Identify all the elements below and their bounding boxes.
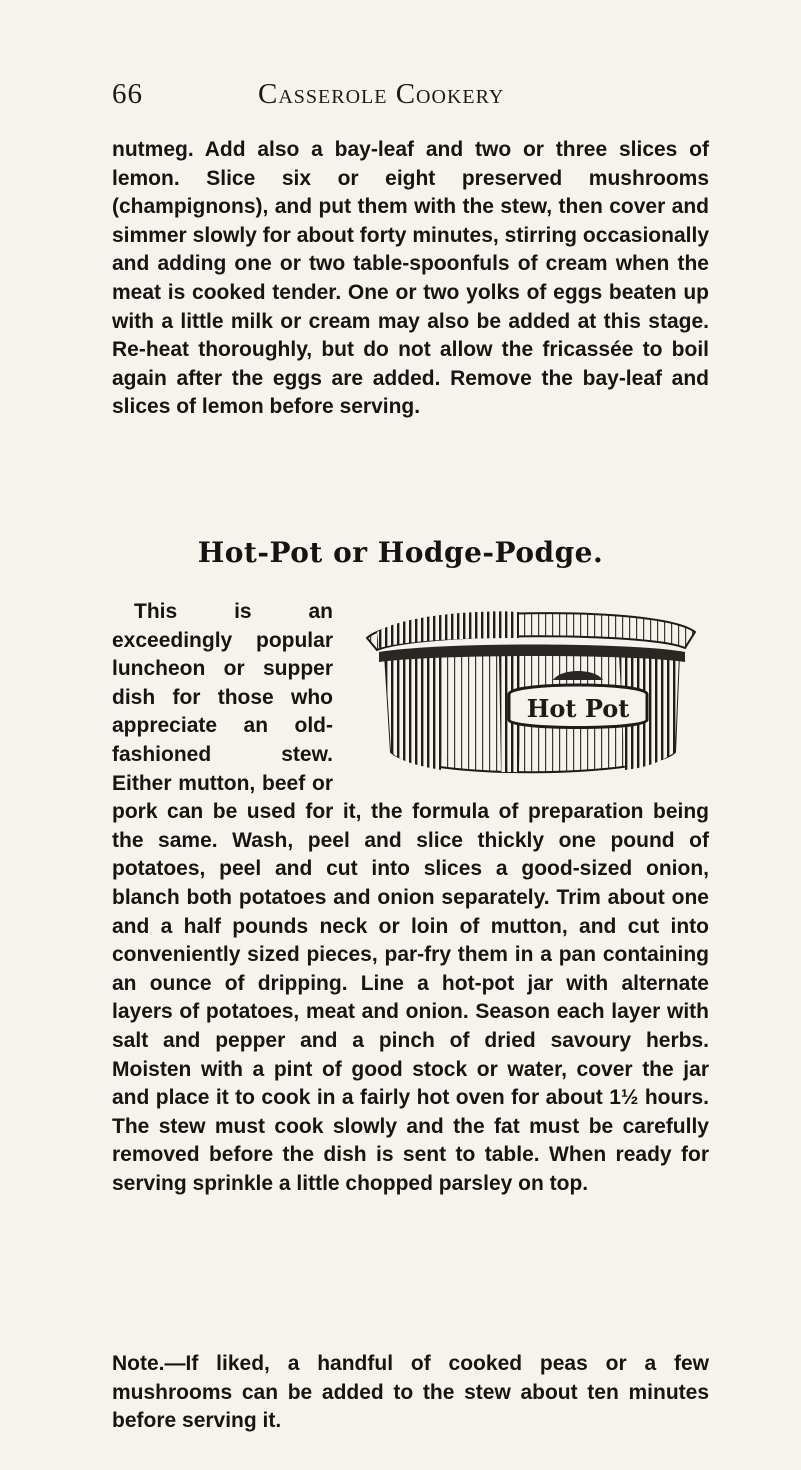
recipe-body bbox=[112, 598, 709, 1198]
illustration-label: Hot Pot bbox=[526, 694, 630, 723]
running-head bbox=[112, 78, 712, 118]
hot-pot-jar-icon bbox=[349, 602, 709, 784]
recipe-note: Note.—If liked, a handful of cooked peas or a few mushrooms can be added to the stew about ten minutes before serving it. bbox=[112, 1352, 709, 1433]
recipe-intro-text: This is an exceedingly popular luncheon or supper dish for those who appreciate an old-fashioned stew. Either mutton, beef or pork can be used for it, the formula of preparation being the same. Wash, peel and slice thickly one pound of potatoes, peel and cut into slices a good-sized onion, blanch both potatoes and onion separately. Trim about one and a half pounds neck or loin of mutton, and cut into conveniently sized pieces, par-fry them in a pan containing an ounce of dripping. Line a hot-pot jar with alternate layers of potatoes, meat and onion. Season each layer with salt and pepper and a pinch of dried savoury herbs. Moisten with a pint of good stock or water, cover the jar and place it to cook in a fairly hot oven for about 1½ hours. The stew must cook slowly and the fat must be carefully removed before the dish is sent to table. When ready for serving sprinkle a little chopped parsley on top. bbox=[112, 600, 709, 1195]
continuation-paragraph: nutmeg. Add also a bay-leaf and two or three slices of lemon. Slice six or eight preserved mushrooms (champignons), and put them with the stew, then cover and simmer slowly for about forty minutes, stirring occasionally and adding one or two table-spoonfuls of cream when the meat is cooked tender. One or two yolks of eggs beaten up with a little milk or cream may also be added at this stage. Re-heat thoroughly, but do not allow the fricassée to boil again after the eggs are added. Remove the bay-leaf and slices of lemon before serving. bbox=[112, 138, 709, 419]
recipe-title: Hot-Pot or Hodge-Podge. bbox=[197, 536, 604, 569]
running-title: Casserole Cookery bbox=[258, 78, 505, 110]
page-number: 66 bbox=[112, 78, 143, 110]
